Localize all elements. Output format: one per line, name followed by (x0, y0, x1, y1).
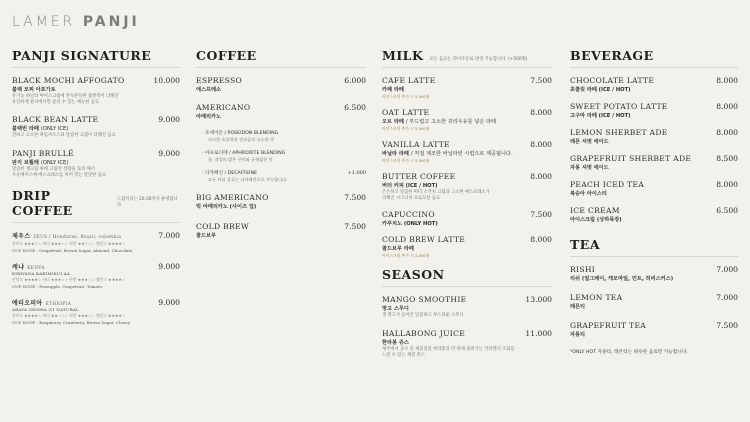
item-korean-label: 오트 라떼 (382, 119, 404, 125)
section-title-beverage: BEVERAGE (570, 48, 738, 68)
item-korean-name (196, 86, 366, 93)
item-price: 8.000 (530, 108, 552, 117)
season-list (382, 295, 552, 359)
description-line: 진하고 고소한 흑임자소스와 달콤한 크림이 더해진 음료 (12, 133, 116, 139)
coffee-list (196, 76, 366, 120)
drip-variety: ABAYA GEISHA G1 NATURAL (12, 307, 79, 313)
item-korean-name (12, 86, 180, 93)
section-title-signature: PANJI SIGNATURE (12, 48, 180, 68)
item-name: AMERICANO (196, 103, 251, 112)
tea-list (570, 265, 738, 338)
description-line: 더해진 시그니처 프로모션 음료 (382, 196, 441, 202)
item-name: BLACK MOCHI AFFOGATO (12, 76, 125, 85)
item-korean-name (570, 216, 738, 223)
item-name: VANILLA LATTE (382, 140, 450, 149)
menu-item (12, 149, 180, 179)
item-name: MANGO SMOOTHIE (382, 295, 467, 305)
menu-item-row (196, 193, 366, 202)
item-name: BLACK BEAN LATTE (12, 115, 99, 125)
item-price: 6.500 (716, 206, 738, 215)
item-name: GRAPEFRUIT SHERBET ADE (570, 154, 692, 163)
menu-item-row (12, 76, 180, 85)
menu-item (382, 76, 552, 100)
menu-item (570, 293, 738, 310)
drip-cup-note: CUP NOTE : Raspberry, Cranberry, Brown Sugar, Cherry (12, 320, 131, 326)
menu-item-row (570, 154, 738, 163)
item-name: GRAPEFRUIT TEA (570, 321, 647, 330)
drip-rating: 산미도 ★★★★☆ 바디 ★★★☆☆ 단맛 ★★★☆☆ 밸런스 ★★★★☆ (12, 277, 126, 283)
drip-row (12, 231, 180, 240)
item-korean-label: 한라봉 쥬스 (382, 339, 409, 346)
item-name: PEACH ICED TEA (570, 180, 645, 189)
item-price: 7.500 (530, 210, 552, 220)
menu-item (382, 210, 552, 227)
item-price: 11.000 (525, 328, 552, 338)
item-price: 10.000 (153, 76, 180, 85)
milk-list (382, 76, 552, 259)
menu-item-row (382, 140, 552, 149)
item-korean-name (196, 203, 366, 210)
item-description (382, 313, 552, 319)
menu-item (570, 321, 738, 338)
menu-item-row (570, 180, 738, 189)
menu-item-row (382, 329, 552, 338)
item-price: 6.000 (344, 76, 366, 85)
item-korean-label: 레몬티 (570, 304, 586, 310)
item-korean-name (570, 190, 738, 197)
menu-item (382, 108, 552, 132)
item-price: 8.000 (530, 172, 552, 181)
item-korean-name (570, 112, 738, 119)
section-title-milk: MILK 모든 음료는 라이우유로 변경 가능합니다. (+500원) (382, 48, 552, 68)
blend-list (196, 130, 366, 183)
item-name: COLD BREW LATTE (382, 235, 466, 245)
menu-item-row (382, 210, 552, 219)
description-line: 달콤한 생크림 위에 크림런 설탕을 토치 해서 (12, 166, 95, 172)
menu-item (570, 102, 738, 119)
blend-name: · 디카페인 / DECAFFEINE (202, 171, 257, 176)
menu-item (570, 265, 738, 282)
column-signature-drip (12, 48, 180, 334)
item-korean-label: 콜드브루 (196, 233, 217, 239)
menu-item (570, 206, 738, 223)
item-name: CAPUCCINO (382, 210, 435, 220)
drip-variety: KIRIYAGA KARIMIKUI AA (12, 271, 70, 277)
item-description (12, 94, 180, 106)
drip-list (12, 231, 180, 325)
blend-extra-price: +1.000 (347, 170, 366, 176)
menu-item (570, 128, 738, 145)
drip-korean-name: 케냐 (12, 264, 25, 272)
menu-item-row (382, 172, 552, 181)
menu-item-row (196, 76, 366, 85)
item-price: 8.000 (716, 128, 738, 137)
item-korean-label: 복숭아 아이스티 (570, 191, 607, 197)
item-korean-name (382, 118, 552, 125)
item-name: LEMON SHERBET ADE (570, 128, 668, 137)
menu-item-row (382, 76, 552, 85)
item-korean-name (382, 86, 552, 93)
item-korean-label: 망고 스무디 (382, 306, 409, 313)
item-korean-label: 아이스크림 (상하목장) (570, 217, 622, 223)
drip-row (12, 298, 180, 307)
item-korean-note: / 직접 제조한 바닐라빈 시럽으로 제공됩니다. (410, 151, 513, 157)
menu-item-row (570, 76, 738, 85)
coffee-list-2 (196, 193, 366, 239)
item-name: ICE CREAM (570, 206, 620, 215)
description-line: 생 망고가 들어간 달콤하고 부드러운 스무디 (382, 313, 464, 319)
item-korean-name (196, 113, 366, 120)
item-price: 7.000 (716, 265, 738, 274)
item-korean-name (382, 150, 552, 157)
blend-row (202, 150, 366, 156)
blend-row (202, 170, 366, 176)
item-price: 7.500 (344, 193, 366, 202)
drip-item (12, 298, 180, 325)
item-name: OAT LATTE (382, 108, 430, 117)
item-price: 8.500 (716, 154, 738, 163)
item-name: BIG AMERICANO (196, 193, 269, 202)
item-name: PANJI BRULLÉ (12, 148, 74, 158)
section-title-tea: TEA (570, 237, 738, 257)
item-extra-note: 아이스크림 추가 시 2,000원 (382, 126, 430, 131)
description-line: 느낄 수 있는 계절 쥬스 (382, 352, 425, 358)
item-price: 8.000 (716, 76, 738, 85)
column-milk-season (382, 48, 552, 368)
item-korean-name (382, 339, 552, 346)
item-korean-name (570, 275, 738, 282)
item-korean-label: 고구마 라떼 (ICE / HOT) (570, 113, 631, 119)
drip-price: 9.000 (158, 262, 180, 272)
item-price: 7.500 (344, 222, 366, 231)
drip-cup-note: CUP NOTE : Pineapple, Grapefruit, Tomato (12, 284, 103, 290)
menu-item (12, 115, 180, 139)
menu-item (382, 172, 552, 202)
item-korean-label: 바닐라 라떼 (382, 151, 409, 157)
blend-description: 다크한 초콜릿과 견과류의 고소한 맛 (208, 137, 275, 142)
drip-price: 7.000 (158, 231, 180, 241)
item-description (12, 167, 180, 179)
item-name: CHOCOLATE LATTE (570, 76, 655, 85)
item-price: 8.000 (530, 235, 552, 245)
item-price: 7.500 (716, 321, 738, 330)
item-extra-note: 아이스크림 추가 시 2,000원 (382, 253, 430, 259)
menu-item-row (12, 115, 180, 124)
item-name: ESPRESSO (196, 76, 243, 85)
description-line: 제주에서 공수 된 새콤달콤 한라봉과 민 위에 올려가는 카라멜의 조화를 (382, 346, 515, 352)
menu-item-row (382, 108, 552, 117)
drip-origin: KENYA (27, 266, 45, 272)
item-korean-label: 초콜릿 라떼 (ICE / HOT) (570, 87, 631, 93)
item-name: HALLABONG JUICE (382, 328, 466, 338)
item-korean-name (12, 125, 180, 132)
description-line: 유일하게 판지에서만 즐길 수 있는 메뉴한 음료 (12, 100, 100, 106)
drip-rating: 산미도 ★★★☆☆ 바디 ★★★☆☆ 단맛 ★★☆☆☆ 밸런스 ★★★★☆ (12, 241, 126, 247)
item-korean-label: 버터 커피 (ICE / HOT) (382, 183, 438, 189)
tea-footnote: *ONLY HOT 자몽티, 레몬티는 따뜻한 음료만 가능합니다. (570, 350, 688, 355)
menu-item (570, 154, 738, 171)
menu-item (196, 103, 366, 120)
drip-origin: ETHIOPIA (45, 302, 72, 308)
blend-item (202, 170, 366, 183)
drip-cup-note: CUP NOTE : Grapefruit, Brown Sugar, Almond, Chocolate (12, 248, 133, 254)
menu-item (382, 235, 552, 259)
description-line: 유기농 바닐라 아이스크림에 쫀득쫀득한 찹쌀떡이 더해진 (12, 94, 119, 99)
drip-name (12, 298, 71, 307)
item-korean-name (570, 86, 738, 93)
brand-logo: LAMER PANJI (12, 14, 140, 30)
drip-row (12, 262, 180, 271)
item-korean-label: 카푸치노 (ONLY HOT) (382, 221, 438, 228)
drip-item (12, 231, 180, 253)
item-korean-name (570, 164, 738, 171)
item-korean-label: 콜드브루 라떼 (382, 246, 414, 253)
item-price: 13.000 (525, 295, 552, 305)
item-korean-name (382, 305, 552, 312)
blend-name: · 아프로디테 / APHRODITE BLENDING (202, 151, 286, 156)
menu-item-row (382, 295, 552, 304)
item-price: 6.500 (344, 103, 366, 112)
menu-item (196, 222, 366, 239)
item-korean-note: (ONLY ICE) (40, 159, 69, 166)
menu-item-row (570, 206, 738, 215)
item-korean-label: 블랙빈 라떼 (12, 126, 39, 133)
menu-item (12, 76, 180, 106)
item-description (12, 133, 180, 139)
menu-item (382, 295, 552, 319)
menu-item (196, 76, 366, 93)
blend-description: 모든 커피 음료는 디카페인으로 가능합니다. (208, 177, 288, 182)
item-korean-name (12, 159, 180, 166)
item-extra-note: 아이스크림 추가 시 2,000원 (382, 158, 430, 163)
menu-item (570, 180, 738, 197)
menu-item (196, 193, 366, 210)
menu-item-row (12, 149, 180, 158)
drip-origin: ZEUS / Honduras, Brazil, colombia (33, 235, 122, 241)
item-korean-name (382, 182, 552, 189)
drip-name (12, 262, 45, 271)
menu-item-row (570, 265, 738, 274)
item-price: 7.000 (716, 293, 738, 302)
item-korean-label: 리쉬 (얼그레이, 캐모마일, 민트, 히비스커스) (570, 276, 674, 282)
item-price: 8.000 (530, 140, 552, 149)
blend-row (202, 130, 366, 136)
item-korean-label: 아메리카노 (196, 114, 222, 120)
drip-korean-name: 에티오피아 (12, 300, 43, 308)
item-name: RISHI (570, 265, 596, 274)
menu-item (382, 329, 552, 359)
item-korean-name (382, 245, 552, 252)
menu-item (570, 76, 738, 93)
description-line: 은은하고 달콤한 버터 스카치 크림과 고소한 에스프레소가 (382, 190, 490, 195)
item-price: 7.500 (530, 76, 552, 85)
drip-korean-name: 제우스 (12, 233, 31, 241)
menu-item-row (570, 102, 738, 111)
column-coffee (196, 48, 366, 251)
item-price: 8.000 (716, 180, 738, 189)
menu-item-row (570, 293, 738, 302)
item-extra-note: 아이스크림 추가 시 2,000원 (382, 94, 430, 99)
drip-rating: 산미도 ★★★★☆ 바디 ★★☆☆☆ 단맛 ★★★☆☆ 밸런스 ★★★★☆ (12, 313, 126, 319)
menu-item-row (196, 222, 366, 231)
item-korean-name (570, 138, 738, 145)
section-title-coffee: COFFEE (196, 48, 366, 68)
item-korean-label: 자몽 셔벗 에이드 (570, 165, 609, 171)
item-korean-name (570, 331, 738, 338)
blend-item (202, 150, 366, 163)
menu-item-row (570, 128, 738, 137)
item-korean-note: / 부드럽고 고소한 귀리우유를 넣은 라떼 (405, 119, 497, 125)
item-korean-label: 에스프레소 (196, 87, 222, 93)
item-korean-label: 판지 브륄레 (12, 159, 39, 166)
beverage-list (570, 76, 738, 223)
menu-item-row (196, 103, 366, 112)
item-korean-label: 카페 라떼 (382, 87, 404, 93)
blend-item (202, 130, 366, 143)
item-description (382, 190, 552, 202)
blend-description: 꽃, 과일의 밝은 산미와 균형잡힌 맛 (208, 157, 273, 162)
section-title-drip: DRIP COFFEE 드립커피는 20:30까지 운영합니다. (12, 188, 180, 223)
blend-name: · 포세이돈 / POSEIDON BLENDING (202, 131, 279, 136)
menu-item (382, 140, 552, 164)
item-korean-note: (ONLY ICE) (40, 126, 69, 133)
menu-item-row (570, 321, 738, 330)
item-price: 9.000 (158, 148, 180, 158)
item-name: BUTTER COFFEE (382, 172, 456, 181)
item-korean-label: 자몽티 (570, 332, 586, 338)
item-korean-name (196, 232, 366, 239)
item-name: SWEET POTATO LATTE (570, 102, 668, 111)
drip-item (12, 262, 180, 289)
item-korean-label: 빅 아메리카노 (사이즈 업) (196, 204, 257, 210)
column-beverage-tea (570, 48, 738, 355)
item-korean-name (570, 303, 738, 310)
item-price: 8.000 (716, 102, 738, 111)
description-line: 우유베이스에 에스프레소를 처어 먹는 달달한 음료 (12, 172, 106, 178)
signature-list (12, 76, 180, 179)
section-title-season: SEASON (382, 267, 552, 287)
item-name: CAFE LATTE (382, 76, 436, 85)
drip-price: 9.000 (158, 298, 180, 308)
item-korean-label: 블랙 모찌 아포가토 (12, 87, 56, 93)
drip-name (12, 231, 121, 240)
menu-item-row (382, 235, 552, 244)
item-name: LEMON TEA (570, 293, 623, 302)
item-korean-name (382, 220, 552, 227)
item-price: 9.000 (158, 115, 180, 125)
item-korean-label: 레몬 셔벗 에이드 (570, 139, 609, 145)
item-name: COLD BREW (196, 222, 249, 231)
item-description (382, 347, 552, 359)
